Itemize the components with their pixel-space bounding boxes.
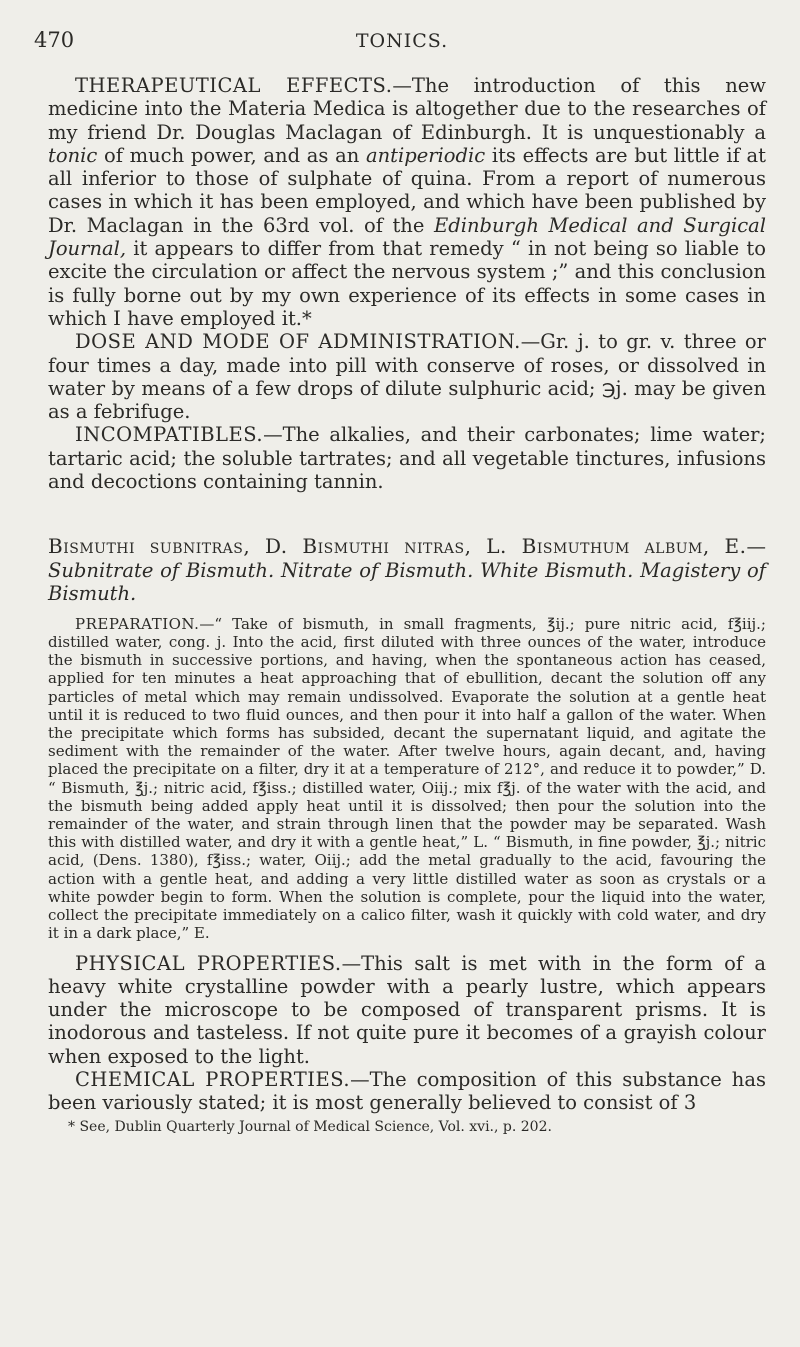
paragraph-text: —This salt is met with in the form of a heavy white crystalline powder with a pearly lustre, which appears under the microscope to be composed of transparent prisms. It is inodorous and tasteless. If not quite pure it becomes of a grayish colour when exposed to the light. <box>48 951 766 1068</box>
footnote-text: See, Dublin Quarterly Journal of Medical Science, Vol. xvi., p. 202. <box>79 1118 552 1135</box>
running-head: TONICS. <box>355 30 449 52</box>
paragraph-text: —“ Take of bismuth, in small fragments, ℥ij.; pure nitric acid, f℥iij.; distilled water, cong. j. Into the acid, first diluted with three ounces of the water, introduce the bismuth in successive portions, and having, when the spontaneous action has ceased, applied for ten minutes a heat approaching that of ebullition, decant the solution off any particles of metal which may remain undissolved. Evaporate the solution at a gentle heat until it is reduced to two fluid ounces, and then pour it into half a gallon of the water. When the precipitate which forms has subsided, decant the supernatant liquid, and agitate the sediment with the remainder of the water. After twelve hours, again decant, and, having placed the precipitate on a filter, dry it at a temperature of 212°, and reduce it to powder,” D. “ Bismuth, ℥j.; nitric acid, f℥iss.; distilled water, Oiij.; mix f℥j. of the water with the acid, and the bismuth being added apply heat until it is dissolved; then pour the solution into the remainder of the water, and strain through linen that the powder may be separated. Wash this with distilled water, and dry it with a gentle heat,” L. “ Bismuth, in fine powder, ℥j.; nitric acid, (Dens. 1380), f℥iss.; water, Oiij.; add the metal gradually to the acid, favouring the action with a gentle heat, and adding a very little distilled water as soon as crystals or a white powder begin to form. When the solution is complete, pour the liquid into the water, collect the precipitate immediately on a calico filter, wash it quickly with cold water, and dry it in a dark place,” E. <box>48 614 766 943</box>
section-gap <box>48 493 766 535</box>
physical-properties-paragraph <box>48 952 766 1068</box>
paragraph-text: its effects are but little if at all inferior to those of sulphate of quina. From a report of numerous cases in which it has been employed, and which have been published by Dr. Maclagan in the 63rd vol. of the <box>48 143 766 237</box>
page-number: 470 <box>34 28 75 52</box>
paragraph-text: —The alkalies, and their carbonates; lime water; tartaric acid; the soluble tartrates; and all vegetable tinctures, infusions and decoctions containing tannin. <box>48 423 766 494</box>
emphasis: tonic <box>48 143 98 167</box>
paragraph-text: it appears to differ from that remedy “ in not being so liable to excite the circulation or affect the nervous system ;” and this conclusion is fully borne out by my own experience of its effects in some cases in which I have employed it.* <box>48 237 766 330</box>
section-heading: PREPARATION. <box>75 614 200 633</box>
page-header <box>34 28 770 58</box>
paragraph-text: —The composition of this substance has been variously stated; it is most generally believed to consist of 3 <box>48 1067 766 1115</box>
chemical-properties-paragraph <box>48 1068 766 1115</box>
incompatibles-paragraph <box>48 423 766 493</box>
dose-paragraph <box>48 330 766 423</box>
journal-title: Edinburgh Medical and Surgical Journal, <box>48 213 767 261</box>
preparation-paragraph <box>48 615 766 943</box>
page-body <box>48 74 766 1136</box>
bismuth-entry-title <box>48 535 766 606</box>
therapeutic-effects-paragraph <box>48 74 766 330</box>
section-heading: INCOMPATIBLES. <box>75 423 264 447</box>
paragraph-text: —Gr. j. to gr. v. three or four times a day, made into pill with conserve of roses, or dissolved in water by means of a few drops of dilute sulphuric acid; ℈j. may be given as a febrifuge. <box>48 330 766 424</box>
section-heading: PHYSICAL PROPERTIES. <box>75 951 342 975</box>
drug-synonyms: Subnitrate of Bismuth. Nitrate of Bismuth. White Bismuth. Magistery of Bismuth. <box>48 558 766 606</box>
title-dash: — <box>746 535 766 559</box>
footnote-marker: * <box>68 1118 80 1135</box>
section-heading: DOSE AND MODE OF ADMINISTRATION. <box>75 330 521 354</box>
footnote <box>48 1118 766 1136</box>
paragraph-text: of much power, and as an <box>97 143 366 167</box>
drug-names: Bismuthi subnitras, D. Bismuthi nitras, L. Bismuthum album, E. <box>48 534 747 559</box>
section-heading: CHEMICAL PROPERTIES. <box>75 1067 351 1091</box>
paragraph-text: —The introduction of this new medicine into the Materia Medica is altogether due to the researches of my friend Dr. Douglas Maclagan of Edinburgh. It is unquestionably a <box>48 74 766 144</box>
section-heading: THERAPEUTICAL EFFECTS. <box>75 74 393 97</box>
emphasis: antiperiodic <box>365 143 486 167</box>
